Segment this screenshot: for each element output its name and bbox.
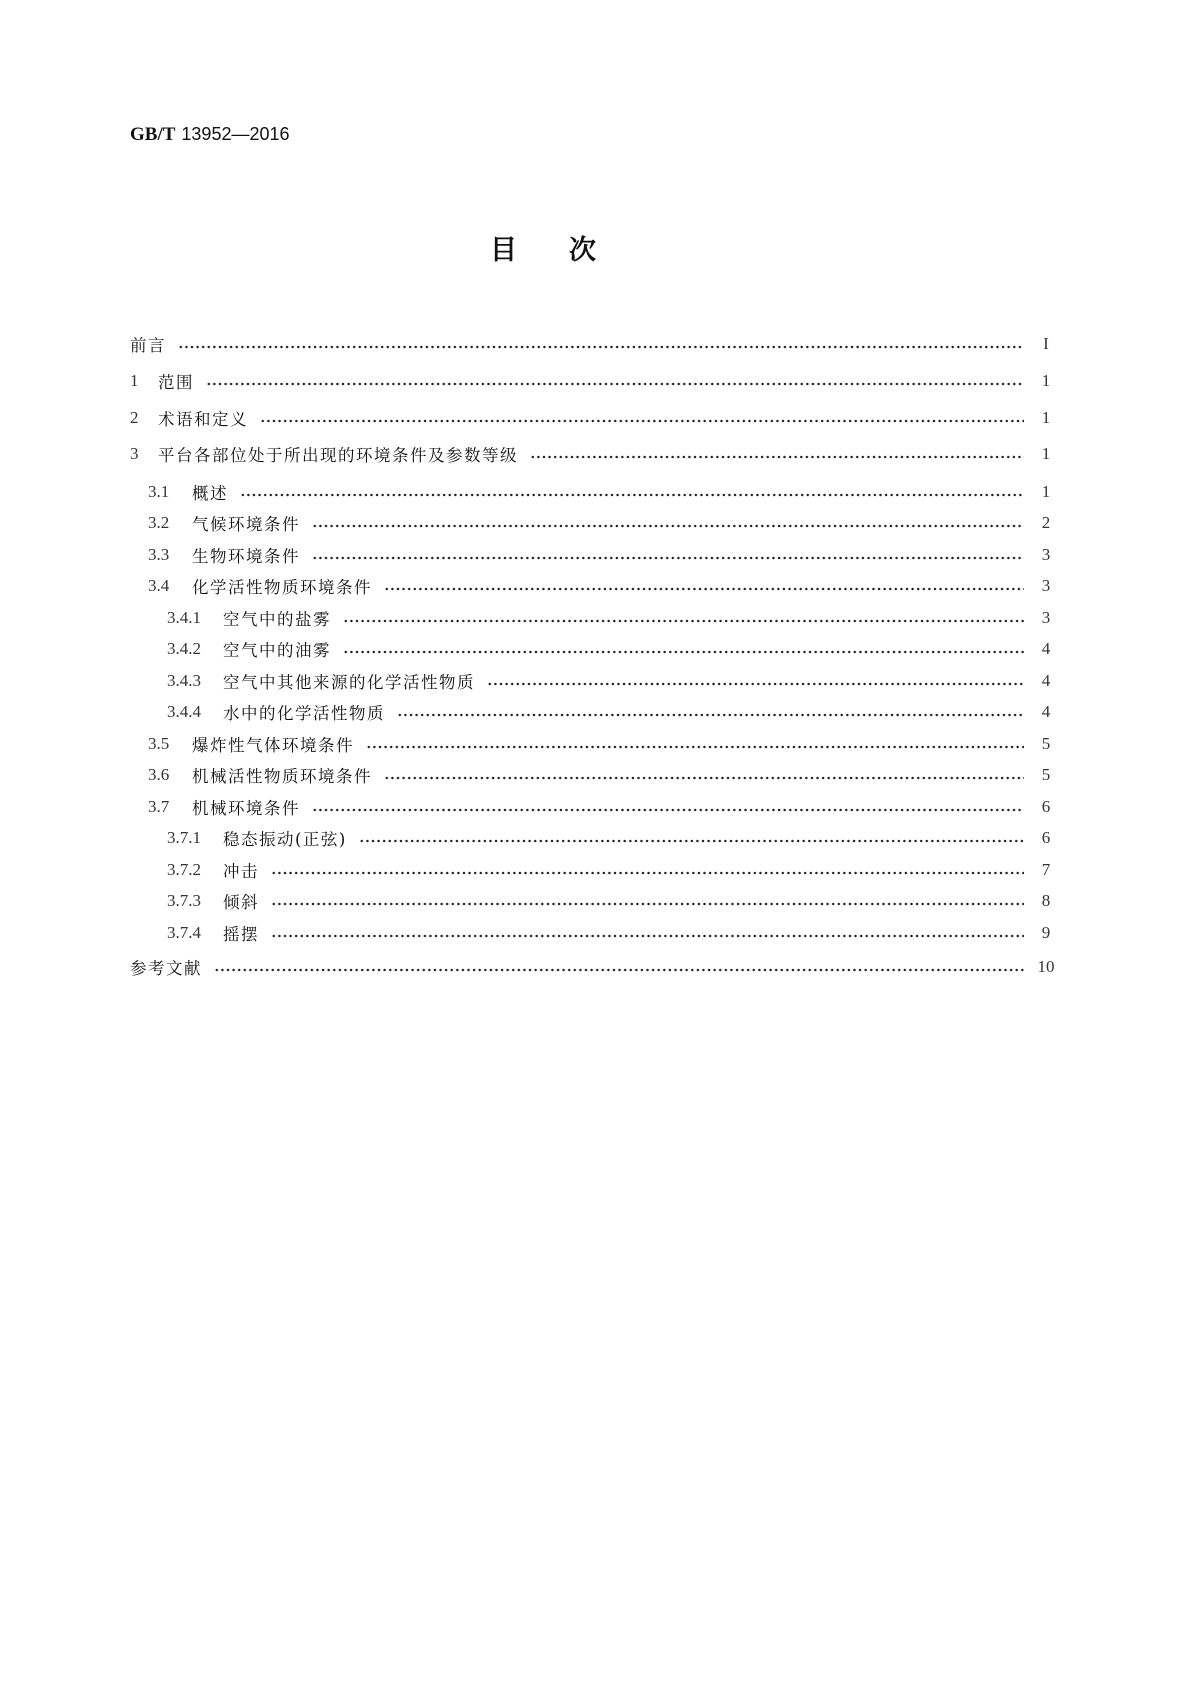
toc-entry[interactable] xyxy=(130,326,1058,363)
toc-entry-label: 空气中其他来源的化学活性物质 xyxy=(223,672,475,692)
toc-entry-label: 摇摆 xyxy=(223,924,259,944)
toc-entry-number: 3.7.3 xyxy=(167,891,201,910)
toc-entry[interactable] xyxy=(130,885,1058,917)
toc-entry[interactable] xyxy=(130,602,1058,634)
dot-leader xyxy=(312,808,1024,812)
toc-entry-page: 3 xyxy=(1041,576,1051,595)
toc-entry[interactable] xyxy=(130,570,1058,602)
toc-entry-label: 水中的化学活性物质 xyxy=(223,704,385,723)
toc-entry-page: 5 xyxy=(1041,765,1051,784)
toc-entry[interactable] xyxy=(130,759,1058,791)
toc-entry[interactable] xyxy=(130,476,1058,508)
toc-entry-label: 概述 xyxy=(192,483,228,503)
toc-entry[interactable] xyxy=(130,539,1058,571)
dot-leader xyxy=(260,419,1024,423)
toc-entry-label: 稳态振动(正弦) xyxy=(223,830,347,849)
dot-leader xyxy=(240,493,1024,497)
dot-leader xyxy=(271,934,1024,938)
toc-entry[interactable] xyxy=(130,917,1058,949)
standard-prefix: GB/T xyxy=(130,124,176,145)
toc-entry-number: 3.7.2 xyxy=(167,859,201,879)
toc-entry-page: 1 xyxy=(1041,371,1051,391)
dot-leader xyxy=(530,455,1024,459)
dot-leader xyxy=(178,345,1024,349)
dot-leader xyxy=(271,871,1024,875)
toc-entry[interactable] xyxy=(130,696,1058,728)
toc-entry-number: 3.4.3 xyxy=(167,670,201,690)
dot-leader xyxy=(384,776,1024,780)
toc-entry-page: 4 xyxy=(1041,702,1051,721)
toc-entry-page: 10 xyxy=(1037,957,1055,976)
toc-entry-number: 3.7 xyxy=(148,796,170,816)
toc-entry-label: 生物环境条件 xyxy=(192,546,300,566)
toc-entry-page: 6 xyxy=(1041,796,1051,816)
dot-leader xyxy=(214,968,1024,972)
toc-entry-number: 3.7.4 xyxy=(167,922,201,942)
dot-leader xyxy=(206,382,1024,386)
toc-entry-number: 3.6 xyxy=(148,765,170,784)
toc-entry-page: 3 xyxy=(1041,544,1051,564)
toc-entry-label: 机械环境条件 xyxy=(192,798,300,818)
toc-entry[interactable] xyxy=(130,363,1058,400)
toc-entry-label: 范围 xyxy=(158,373,194,393)
toc-entry[interactable] xyxy=(130,728,1058,760)
toc-entry-number: 3.4.2 xyxy=(167,639,201,658)
toc-entry-label: 空气中的油雾 xyxy=(223,641,331,660)
toc-entry-number: 3 xyxy=(130,444,139,464)
toc-entry-label: 爆炸性气体环境条件 xyxy=(192,735,354,755)
standard-code xyxy=(130,124,290,146)
toc-entry-number: 3.7.1 xyxy=(167,828,201,847)
dot-leader xyxy=(343,619,1024,623)
toc-entry-label: 气候环境条件 xyxy=(192,515,300,534)
toc-entry[interactable] xyxy=(130,399,1058,436)
toc-entry-page: I xyxy=(1043,334,1049,354)
toc-entry-page: 1 xyxy=(1041,407,1051,427)
toc-entry[interactable] xyxy=(130,665,1058,697)
dot-leader xyxy=(487,682,1024,686)
toc-entry-number: 2 xyxy=(130,407,139,427)
toc-entry-label: 术语和定义 xyxy=(158,409,248,429)
toc-entry-page: 4 xyxy=(1041,670,1051,690)
toc-entry[interactable] xyxy=(130,791,1058,823)
title-char-1: 目 xyxy=(490,235,517,266)
toc-entry-page: 3 xyxy=(1041,607,1051,627)
dot-leader xyxy=(312,524,1024,528)
table-of-contents xyxy=(130,326,1058,983)
title-char-2: 次 xyxy=(569,235,596,266)
toc-entry-page: 9 xyxy=(1041,922,1051,942)
toc-entry[interactable] xyxy=(130,507,1058,539)
page-title xyxy=(490,228,596,267)
toc-entry-label: 倾斜 xyxy=(223,893,259,912)
dot-leader xyxy=(397,713,1024,717)
dot-leader xyxy=(359,839,1024,843)
dot-leader xyxy=(271,902,1024,906)
toc-entry-number: 3.4.1 xyxy=(167,607,201,627)
toc-entry-number: 3.1 xyxy=(148,481,170,501)
toc-entry-number: 3.4 xyxy=(148,576,170,595)
toc-entry-number: 1 xyxy=(130,371,139,391)
toc-entry[interactable] xyxy=(130,951,1058,983)
toc-entry-label: 冲击 xyxy=(223,861,259,881)
toc-entry[interactable] xyxy=(130,822,1058,854)
toc-entry-page: 4 xyxy=(1041,639,1051,658)
standard-number: 13952—2016 xyxy=(181,124,290,144)
toc-entry-page: 1 xyxy=(1041,481,1051,501)
toc-entry-number: 3.3 xyxy=(148,544,170,564)
toc-entry-page: 6 xyxy=(1041,828,1051,847)
dot-leader xyxy=(366,745,1024,749)
toc-entry[interactable] xyxy=(130,854,1058,886)
toc-entry-page: 8 xyxy=(1041,891,1051,910)
toc-entry-label: 化学活性物质环境条件 xyxy=(192,578,372,597)
toc-entry-label: 平台各部位处于所出现的环境条件及参数等级 xyxy=(158,446,518,466)
toc-entry-label: 机械活性物质环境条件 xyxy=(192,767,372,786)
toc-entry-page: 7 xyxy=(1041,859,1051,879)
dot-leader xyxy=(384,587,1024,591)
toc-entry-number: 3.5 xyxy=(148,733,170,753)
toc-entry-page: 5 xyxy=(1041,733,1051,753)
toc-entry-label: 空气中的盐雾 xyxy=(223,609,331,629)
toc-entry-page: 1 xyxy=(1041,444,1051,464)
toc-entry-page: 2 xyxy=(1041,513,1051,532)
toc-entry-label: 前言 xyxy=(130,336,166,356)
toc-entry[interactable] xyxy=(130,633,1058,665)
dot-leader xyxy=(312,556,1024,560)
dot-leader xyxy=(343,650,1024,654)
toc-entry-number: 3.2 xyxy=(148,513,170,532)
toc-entry[interactable] xyxy=(130,436,1058,473)
toc-entry-number: 3.4.4 xyxy=(167,702,201,721)
toc-entry-label: 参考文献 xyxy=(130,959,202,978)
